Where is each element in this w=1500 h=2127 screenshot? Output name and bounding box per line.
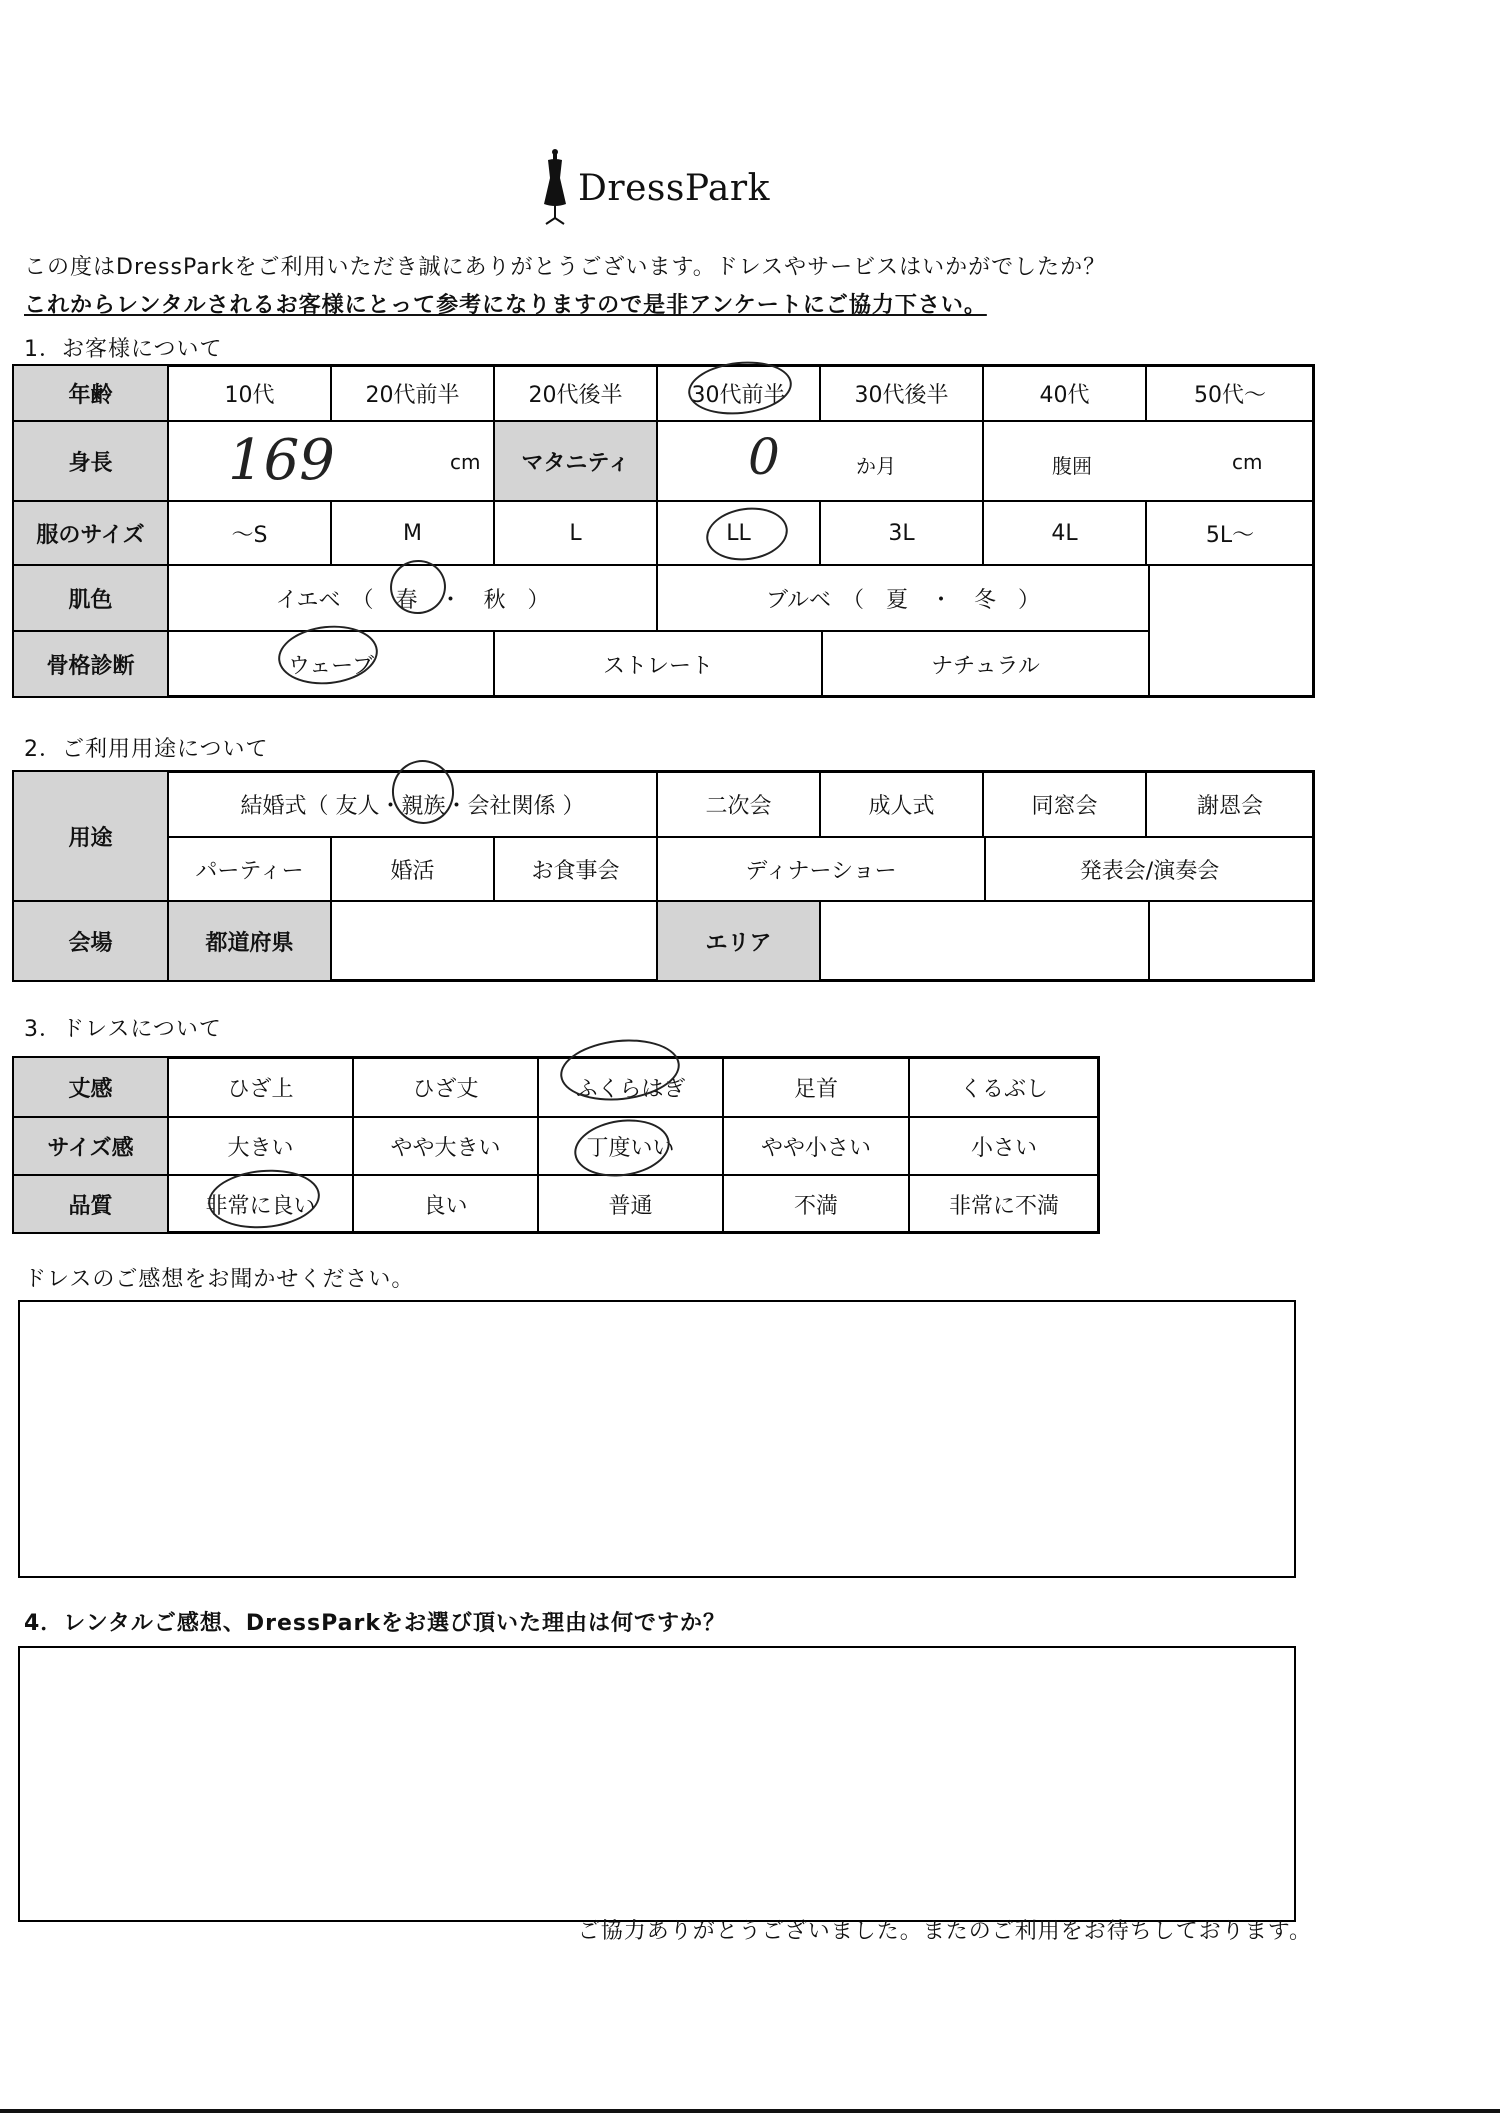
skeleton-option[interactable]: ナチュラル	[821, 630, 1150, 698]
intro-request: これからレンタルされるお客様にとって参考になりますので是非アンケートにご協力下さい。	[24, 293, 987, 318]
quality-option[interactable]: 良い	[352, 1174, 539, 1234]
waist-field[interactable]	[982, 420, 1315, 502]
maternity-unit: か月	[856, 454, 896, 478]
length-option[interactable]: ひざ上	[167, 1056, 354, 1118]
skin-yellow-option[interactable]: イエベ （ 春 ・ 秋 ）	[167, 564, 658, 632]
area-field[interactable]	[819, 900, 1150, 982]
size-option[interactable]: ～S	[167, 500, 332, 566]
dress-form-icon	[540, 148, 570, 228]
impressions-title: ドレスのご感想をお聞かせください。	[24, 1267, 415, 1292]
usage-label: 用途	[12, 770, 169, 902]
usage-option[interactable]: 同窓会	[982, 770, 1147, 838]
quality-option[interactable]: 非常に不満	[908, 1174, 1100, 1234]
size-option[interactable]: L	[493, 500, 658, 566]
size-option[interactable]: 3L	[819, 500, 984, 566]
maternity-field[interactable]	[656, 420, 984, 502]
length-option[interactable]: 足首	[722, 1056, 910, 1118]
intro-text: この度はDressParkをご利用いただき誠にありがとうございます。ドレスやサービスはいかがでしたか？	[24, 255, 1107, 280]
section4-title: 4．レンタルご感想、DressParkをお選び頂いた理由は何ですか？	[24, 1611, 726, 1636]
waist-label: 腹囲	[1052, 454, 1092, 478]
reason-textarea[interactable]	[18, 1646, 1296, 1922]
age-label: 年齢	[12, 364, 169, 422]
quality-option[interactable]: 普通	[537, 1174, 724, 1234]
age-option[interactable]: 10代	[167, 364, 332, 422]
fit-option[interactable]: やや小さい	[722, 1116, 910, 1176]
quality-option[interactable]: 不満	[722, 1174, 910, 1234]
prefecture-label: 都道府県	[167, 900, 332, 982]
size-option[interactable]: 4L	[982, 500, 1147, 566]
usage-option[interactable]: 婚活	[330, 836, 495, 902]
maternity-label: マタニティ	[493, 420, 658, 502]
usage-wedding[interactable]: 結婚式（ 友人・親族・会社関係 ）	[167, 770, 658, 838]
logo	[540, 148, 770, 228]
age-option-selected[interactable]: 30代前半	[656, 364, 821, 422]
quality-option-selected[interactable]: 非常に良い	[167, 1174, 354, 1234]
usage-option[interactable]: ディナーショー	[656, 836, 986, 902]
length-label: 丈感	[12, 1056, 169, 1118]
quality-label: 品質	[12, 1174, 169, 1234]
usage-option[interactable]: お食事会	[493, 836, 658, 902]
age-option[interactable]: 20代前半	[330, 364, 495, 422]
area-label: エリア	[656, 900, 821, 982]
skin-label: 肌色	[12, 564, 169, 632]
skeleton-label: 骨格診断	[12, 630, 169, 698]
prefecture-field[interactable]	[330, 900, 658, 982]
age-option[interactable]: 50代～	[1145, 364, 1315, 422]
section2-title: 2．ご利用用途について	[24, 737, 269, 762]
size-option-selected[interactable]: LL	[656, 500, 821, 566]
scan-edge	[0, 2109, 1500, 2113]
fit-option-selected[interactable]: 丁度いい	[537, 1116, 724, 1176]
height-unit: cm	[450, 450, 481, 474]
usage-option[interactable]: 成人式	[819, 770, 984, 838]
section1-title: 1．お客様について	[24, 337, 223, 362]
skin-blue-option[interactable]: ブルベ （ 夏 ・ 冬 ）	[656, 564, 1150, 632]
height-value: 169	[228, 428, 335, 493]
height-label: 身長	[12, 420, 169, 502]
section3-title: 3．ドレスについて	[24, 1017, 222, 1042]
fit-option[interactable]: 大きい	[167, 1116, 354, 1176]
usage-option[interactable]: 発表会/演奏会	[984, 836, 1315, 902]
skeleton-option[interactable]: ストレート	[493, 630, 823, 698]
length-option[interactable]: くるぶし	[908, 1056, 1100, 1118]
impressions-textarea[interactable]	[18, 1300, 1296, 1578]
skeleton-option-selected[interactable]: ウェーブ	[167, 630, 495, 698]
fit-label: サイズ感	[12, 1116, 169, 1176]
length-option-selected[interactable]: ふくらはぎ	[537, 1056, 724, 1118]
age-option[interactable]: 40代	[982, 364, 1147, 422]
usage-option[interactable]: パーティー	[167, 836, 332, 902]
waist-unit: cm	[1232, 450, 1263, 474]
usage-option[interactable]: 二次会	[656, 770, 821, 838]
size-option[interactable]: 5L～	[1145, 500, 1315, 566]
venue-label: 会場	[12, 900, 169, 982]
maternity-value: 0	[748, 428, 780, 486]
closing-message: ご協力ありがとうございました。またのご利用をお待ちしております。	[577, 1919, 1312, 1944]
size-label: 服のサイズ	[12, 500, 169, 566]
logo-text: DressPark	[578, 167, 770, 209]
usage-option[interactable]: 謝恩会	[1145, 770, 1315, 838]
age-option[interactable]: 30代後半	[819, 364, 984, 422]
age-option[interactable]: 20代後半	[493, 364, 658, 422]
fit-option[interactable]: 小さい	[908, 1116, 1100, 1176]
fit-option[interactable]: やや大きい	[352, 1116, 539, 1176]
size-option[interactable]: M	[330, 500, 495, 566]
length-option[interactable]: ひざ丈	[352, 1056, 539, 1118]
